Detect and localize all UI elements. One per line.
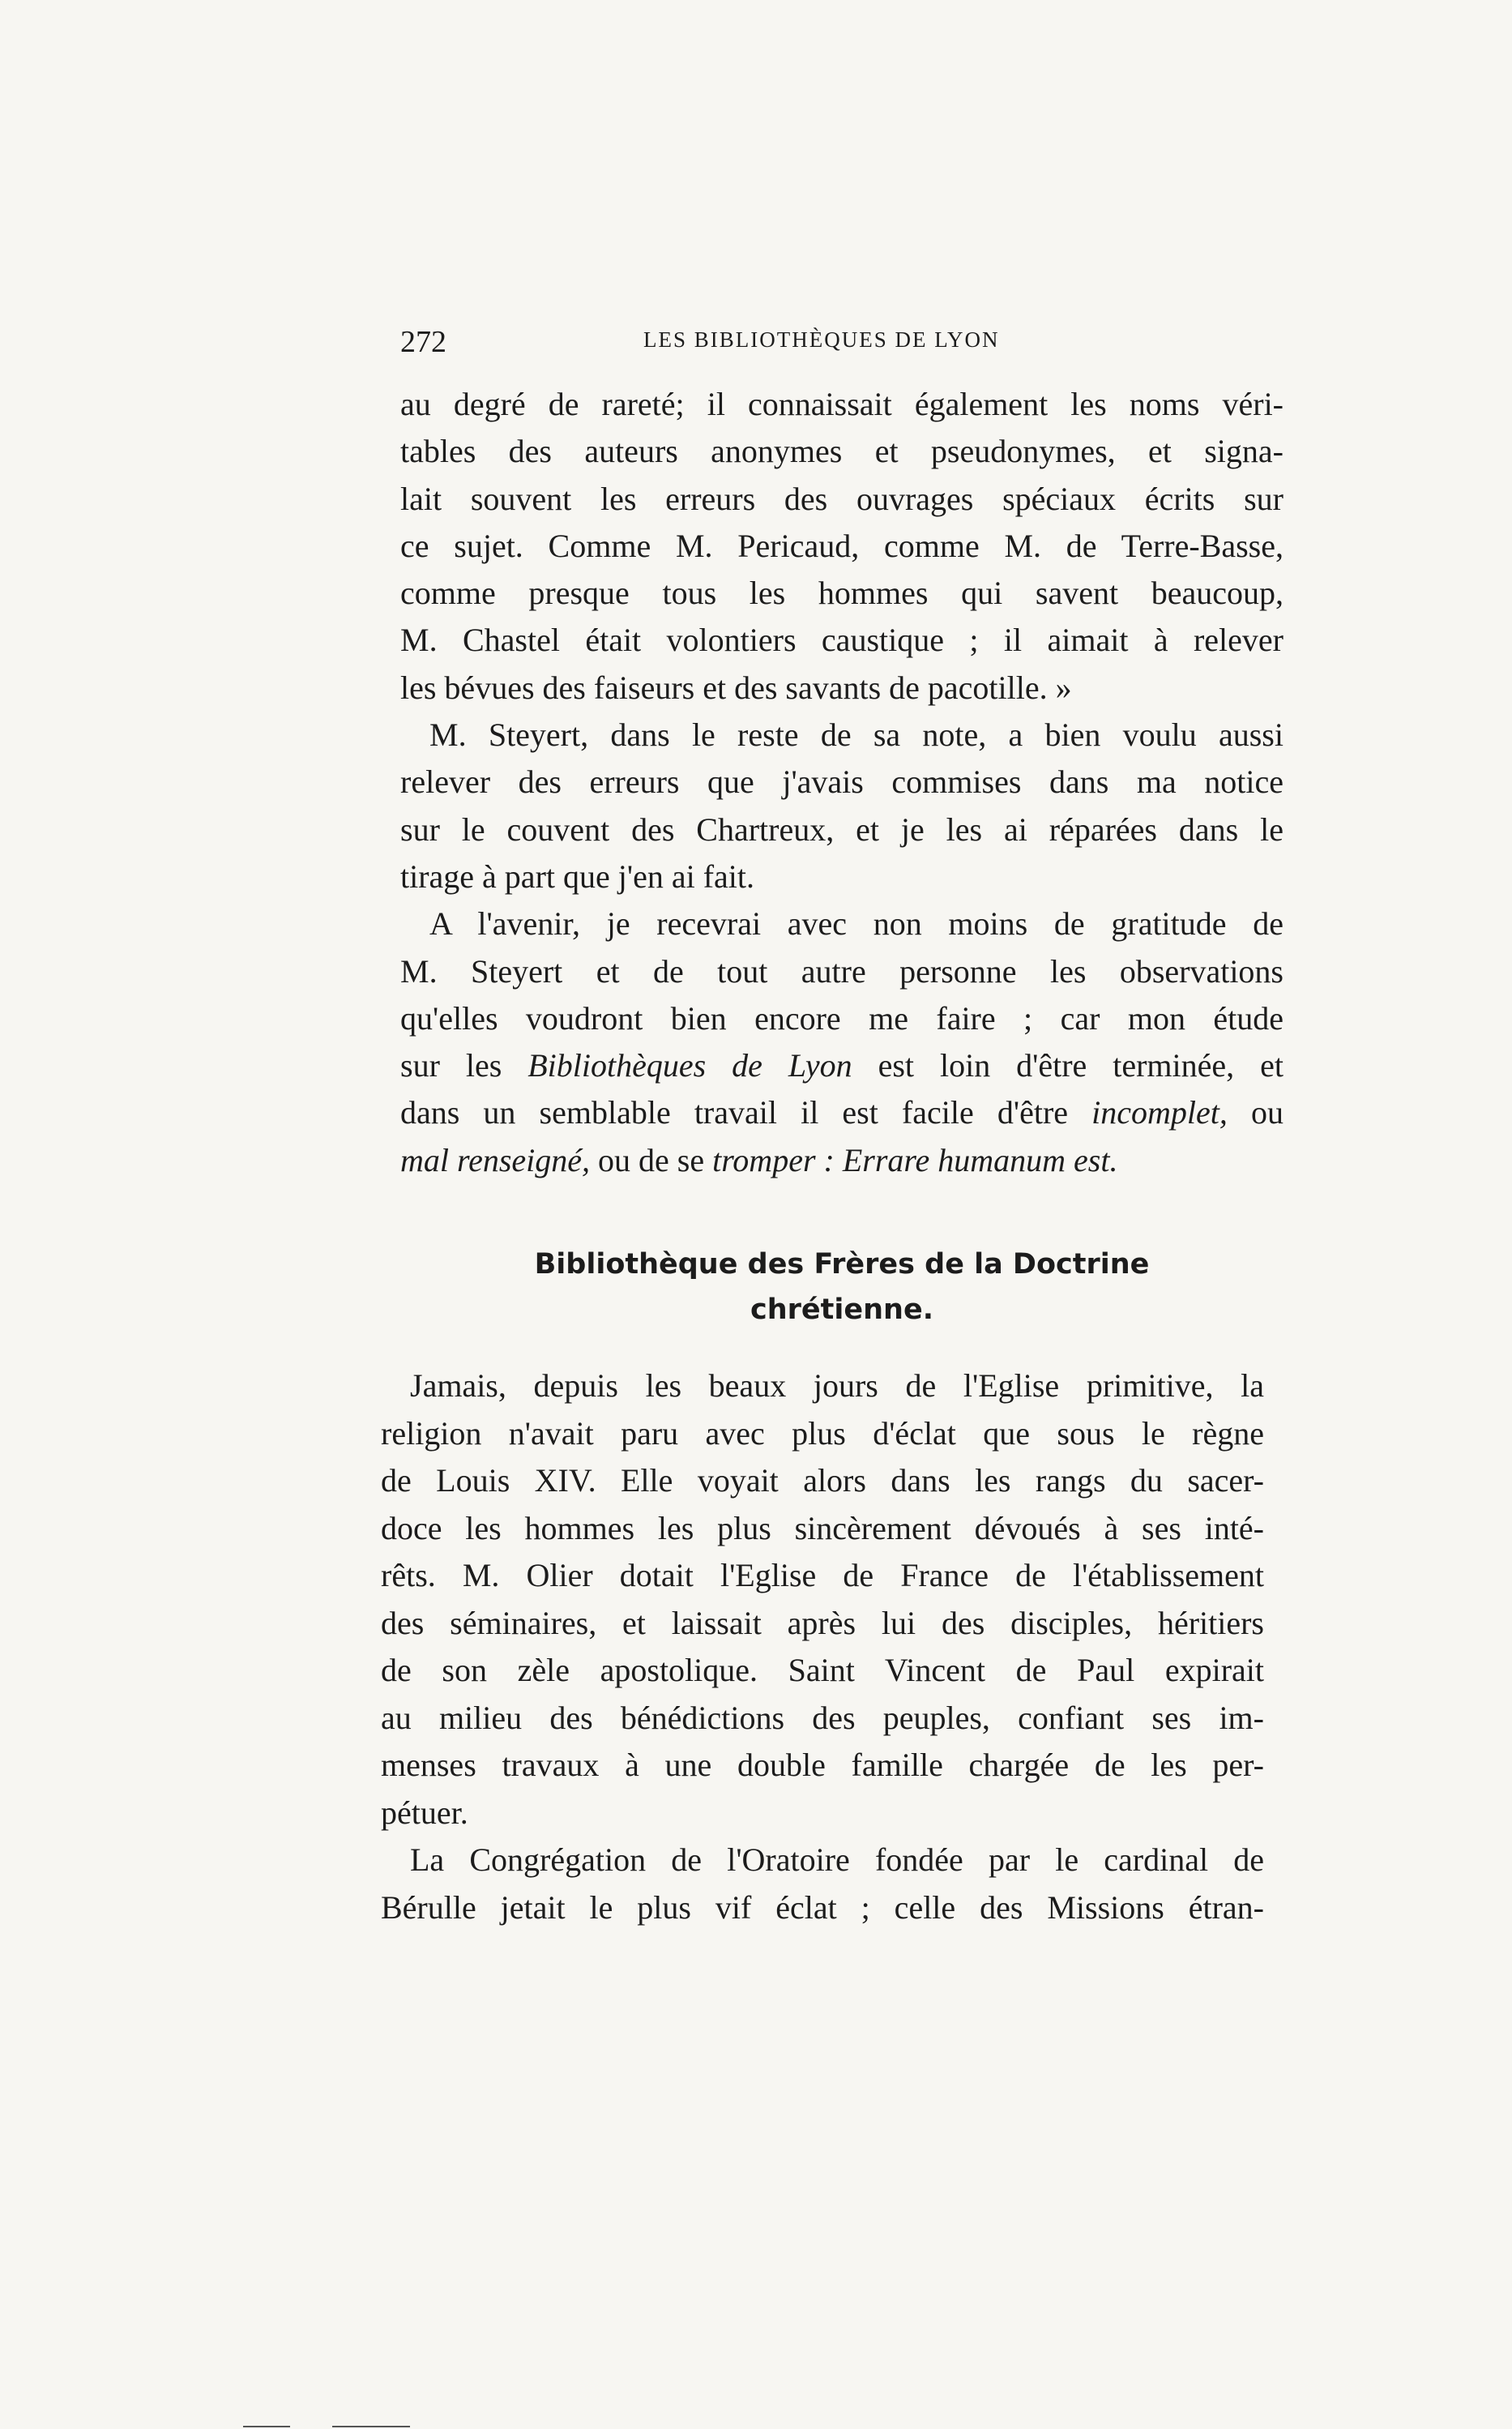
text-line: des séminaires, et laissait après lui des disciples, héritiers <box>381 1604 1264 1641</box>
body-text-section-1 <box>400 381 1283 1184</box>
text-run: est loin d'être terminée, et <box>852 1047 1283 1084</box>
text-line: M. Steyert et de tout autre personne les observations <box>400 952 1283 990</box>
text-line: menses travaux à une double famille chargée de les per- <box>381 1747 1264 1783</box>
text-line: M. Steyert, dans le reste de sa note, a bien voulu aussi <box>429 716 1283 754</box>
text-line: sur le couvent des Chartreux, et je les ai réparées dans le <box>400 810 1283 848</box>
text-line <box>400 1042 1283 1089</box>
text-line: qu'elles voudront bien encore me faire ; car mon étude <box>400 999 1283 1037</box>
text-line <box>400 1089 1283 1136</box>
text-line: doce les hommes les plus sincèrement dévoués à ses inté- <box>381 1509 1264 1546</box>
running-head <box>400 324 1283 365</box>
text-line: M. Chastel était volontiers caustique ; il aimait à relever <box>400 622 1283 659</box>
text-run: ou <box>1227 1094 1283 1131</box>
text-run: dans un semblable travail il est facile d'être <box>400 1094 1092 1131</box>
italic-title: Bibliothèques de Lyon <box>527 1047 852 1084</box>
text-line: pétuer. <box>381 1794 468 1831</box>
text-line: comme presque tous les hommes qui savent beaucoup, <box>400 575 1283 612</box>
heading-line: Bibliothèque des Frères de la Doctrine <box>534 1248 1150 1281</box>
italic-word: mal renseigné, <box>400 1141 591 1178</box>
page-number: 272 <box>400 325 446 359</box>
text-line: Bérulle jetait le plus vif éclat ; celle des Missions étran- <box>381 1888 1264 1926</box>
text-line: La Congrégation de l'Oratoire fondée par le cardinal de <box>410 1841 1264 1878</box>
footer-rule <box>243 2426 290 2427</box>
text-line: religion n'avait paru avec plus d'éclat que sous le règne <box>381 1414 1264 1452</box>
text-line: de Louis XIV. Elle voyait alors dans les rangs du sacer- <box>381 1462 1264 1499</box>
text-line: les bévues des faiseurs et des savants de pacotille. » <box>400 669 1072 706</box>
text-line: au milieu des bénédictions des peuples, confiant ses im- <box>381 1699 1264 1736</box>
text-line: de son zèle apostolique. Saint Vincent de Paul expirait <box>381 1652 1264 1688</box>
text-line: relever des erreurs que j'avais commises dans ma notice <box>400 763 1283 801</box>
section-heading <box>400 1242 1283 1332</box>
italic-word: incomplet, <box>1091 1094 1228 1131</box>
text-line: tables des auteurs anonymes et pseudonymes, et signa- <box>400 433 1283 470</box>
text-line: rêts. M. Olier dotait l'Eglise de France de l'établissement <box>381 1557 1264 1593</box>
text-line: tirage à part que j'en ai fait. <box>400 857 754 895</box>
running-title: LES BIBLIOTHÈQUES DE LYON <box>643 327 1000 352</box>
heading-line: chrétienne. <box>750 1294 933 1326</box>
text-line: ce sujet. Comme M. Pericaud, comme M. de Terre-Basse, <box>400 527 1283 564</box>
text-run: sur les <box>400 1047 528 1084</box>
text-line <box>400 1137 1283 1184</box>
text-line: au degré de rareté; il connaissait également les noms véri- <box>400 386 1283 422</box>
text-line: lait souvent les erreurs des ouvrages spéciaux écrits sur <box>400 480 1283 517</box>
text-run: ou de se <box>590 1141 713 1178</box>
text-line: Jamais, depuis les beaux jours de l'Eglise primitive, la <box>410 1367 1264 1404</box>
text-line: A l'avenir, je recevrai avec non moins de gratitude de <box>429 905 1283 943</box>
italic-quote: tromper : Errare humanum est. <box>712 1141 1118 1178</box>
body-text-section-2 <box>381 1362 1264 1931</box>
footer-rule <box>332 2426 410 2427</box>
